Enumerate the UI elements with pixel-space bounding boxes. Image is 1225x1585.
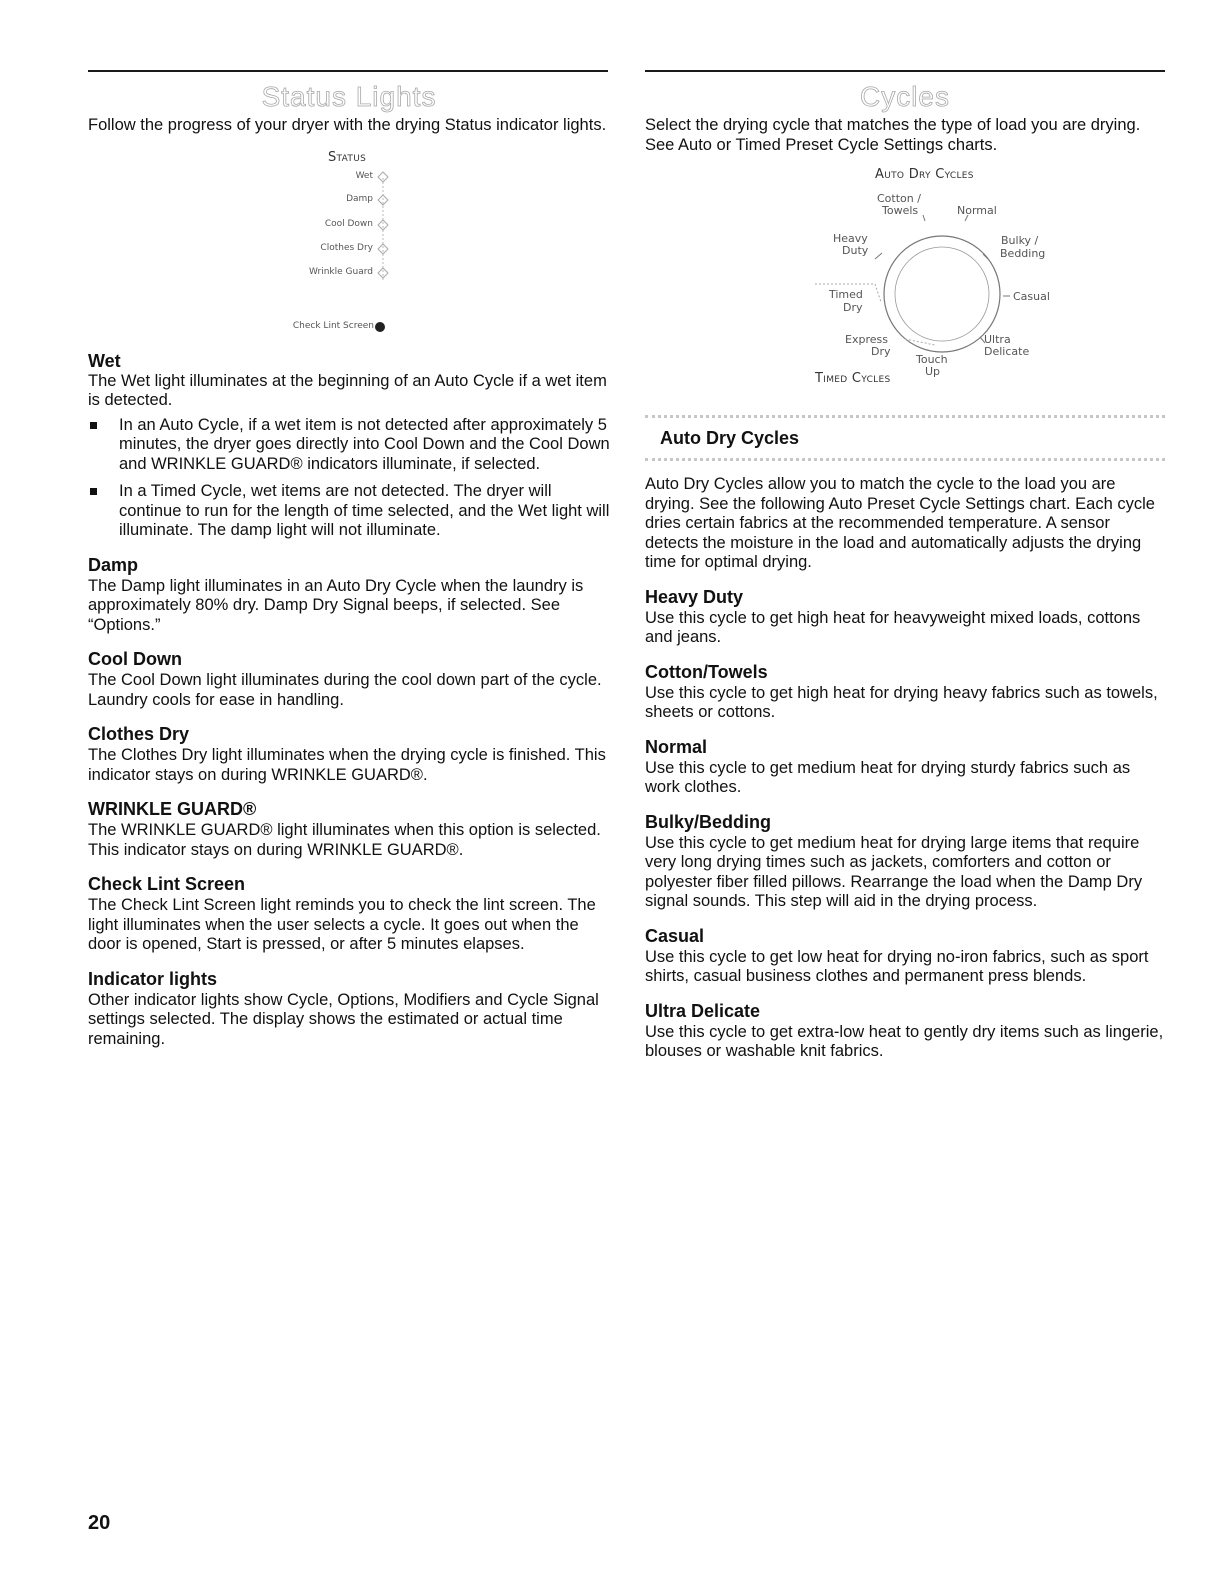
wrinkle-guard-section: [88, 798, 610, 860]
wrinkle-guard-light-icon: [378, 268, 388, 278]
clothes-dry-heading: Clothes Dry: [88, 724, 190, 744]
wrinkle-guard-heading: WRINKLE GUARD®: [88, 799, 257, 819]
wrinkle-guard-body: The WRINKLE GUARD® light illuminates when this option is selected. This indicator stays on during WRINKLE GUARD®.: [88, 821, 601, 859]
cotton-towels-heading: Cotton/Towels: [645, 661, 768, 682]
cool-down-section: [88, 648, 610, 710]
cycle-dial-diagram: [645, 167, 1165, 407]
normal-body: Use this cycle to get medium heat for drying sturdy fabrics such as work clothes.: [645, 758, 1131, 796]
normal-heading: Normal: [645, 736, 708, 757]
auto-dry-cycles-band: [645, 415, 1165, 461]
heavy-duty-section: [645, 586, 1165, 648]
status-light-damp: Damp: [346, 193, 373, 204]
dial-label-casual: Casual: [1013, 290, 1050, 303]
wet-heading: Wet: [88, 350, 121, 371]
wet-bullets: [88, 416, 610, 541]
casual-heading: Casual: [645, 925, 705, 946]
normal-section: [645, 736, 1165, 798]
status-intro: Follow the progress of your dryer with the drying Status indicator lights.: [88, 116, 607, 134]
dial-label-normal: Normal: [957, 204, 997, 217]
bulky-bedding-body: Use this cycle to get medium heat for drying large items that require very long drying times such as jackets, comforters and cotton or polyester fiber filled pillows. Rearrange the load when the Damp Dry signal sounds. This step will aid in the drying process.: [645, 833, 1143, 910]
check-lint-section: [88, 873, 610, 955]
damp-heading: Damp: [88, 554, 139, 575]
bulky-bedding-section: [645, 811, 1165, 912]
cotton-towels-section: [645, 661, 1165, 723]
cycles-column: [645, 80, 1165, 1062]
dial-label-timed-dry: Dry: [843, 301, 863, 314]
ultra-delicate-heading: Ultra Delicate: [645, 1000, 761, 1021]
section-title-status-lights: Status Lights: [261, 81, 437, 112]
section-title-cycles: Cycles: [859, 81, 950, 112]
dial-label-cotton: Cotton /: [877, 192, 921, 205]
casual-body: Use this cycle to get low heat for drying no-iron fabrics, such as sport shirts, casual business clothes and permanent press blends.: [645, 947, 1149, 985]
cotton-towels-body: Use this cycle to get high heat for drying heavy fabrics such as towels, sheets or cottons.: [645, 683, 1158, 721]
wet-section: [88, 350, 610, 541]
clothes-dry-body: The Clothes Dry light illuminates when the drying cycle is finished. This indicator stays on during WRINKLE GUARD®.: [88, 746, 606, 784]
dial-label-up: Up: [925, 365, 941, 378]
dial-label-bulky: Bulky /: [1001, 234, 1039, 247]
status-light-clothes-dry: Clothes Dry: [320, 242, 373, 253]
dial-label-express: Express: [845, 333, 888, 346]
auto-dry-cycles-body: Auto Dry Cycles allow you to match the cycle to the load you are drying. See the following Auto Preset Cycle Settings chart. Each cycle dries certain fabrics at the recommended temperature. A sensor detects the moisture in the load and automatically adjusts the drying time for optimal drying.: [645, 475, 1155, 571]
clothes-dry-section: [88, 723, 610, 785]
status-light-cool-down: Cool Down: [324, 218, 373, 229]
cycles-intro: Select the drying cycle that matches the type of load you are drying. See Auto or Timed Preset Cycle Settings charts.: [645, 116, 1141, 154]
casual-section: [645, 925, 1165, 987]
indicator-lights-section: [88, 968, 610, 1050]
heavy-duty-body: Use this cycle to get high heat for heavyweight mixed loads, cottons and jeans.: [645, 608, 1141, 646]
ultra-delicate-section: [645, 1000, 1165, 1062]
cool-down-light-icon: [378, 220, 388, 230]
list-item: In an Auto Cycle, if a wet item is not detected after approximately 5 minutes, the dryer goes directly into Cool Down and the Cool Down and WRINKLE GUARD® indicators illuminate, if selected.: [88, 416, 610, 475]
heavy-duty-heading: Heavy Duty: [645, 586, 744, 607]
dial-label-timed: Timed: [829, 288, 863, 301]
bullet-square-icon: [90, 422, 97, 429]
status-light-wet: Wet: [355, 170, 373, 181]
wet-light-icon: [378, 172, 388, 182]
dial-label-bedding: Bedding: [1000, 247, 1046, 260]
indicator-lights-heading: Indicator lights: [88, 968, 218, 989]
list-item: In a Timed Cycle, wet items are not detected. The dryer will continue to run for the length of time selected, and the Wet light will illuminate. The damp light will not illuminate.: [88, 482, 610, 541]
damp-body: The Damp light illuminates in an Auto Dry Cycle when the laundry is approximately 80% dry. Damp Dry Signal beeps, if selected. See “Options.”: [88, 576, 584, 634]
top-rule-left: [88, 70, 608, 72]
auto-dry-cycles-dial-heading: Auto Dry Cycles: [875, 167, 974, 182]
bulky-bedding-heading: Bulky/Bedding: [645, 811, 772, 832]
dial-label-ultra: Ultra: [984, 333, 1011, 346]
auto-dry-cycles-heading: Auto Dry Cycles: [660, 428, 800, 448]
cool-down-heading: Cool Down: [88, 649, 182, 669]
check-lint-body: The Check Lint Screen light reminds you to check the lint screen. The light illuminates when the user selects a cycle. It goes out when the door is opened, Start is pressed, or after 5 minutes elapses.: [88, 896, 596, 953]
status-light-wrinkle-guard: Wrinkle Guard: [309, 266, 373, 277]
dial-label-heavy: Heavy: [833, 232, 868, 245]
status-panel-heading: Status: [328, 149, 367, 165]
ultra-delicate-body: Use this cycle to get extra-low heat to gently dry items such as lingerie, blouses or washable knit fabrics.: [645, 1022, 1164, 1060]
check-lint-label: Check Lint Screen: [292, 320, 374, 331]
cool-down-body: The Cool Down light illuminates during the cool down part of the cycle. Laundry cools for ease in handling.: [88, 671, 602, 709]
dial-label-delicate: Delicate: [984, 345, 1030, 358]
bullet-square-icon: [90, 488, 97, 495]
clothes-dry-light-icon: [378, 244, 388, 254]
check-lint-icon: [375, 322, 385, 332]
indicator-lights-body: Other indicator lights show Cycle, Options, Modifiers and Cycle Signal settings selected. The display shows the estimated or actual time remaining.: [88, 990, 599, 1048]
dial-label-towels: Towels: [882, 204, 919, 217]
damp-section: [88, 554, 610, 636]
dial-label-touch: Touch: [916, 353, 948, 366]
top-rule-right: [645, 70, 1165, 72]
wet-body: The Wet light illuminates at the beginning of an Auto Cycle if a wet item is detected.: [88, 371, 607, 409]
dial-label-duty: Duty: [842, 244, 869, 257]
timed-cycles-dial-heading: Timed Cycles: [815, 371, 891, 386]
check-lint-heading: Check Lint Screen: [88, 874, 246, 894]
dial-label-express-dry: Dry: [871, 345, 891, 358]
page-number: 20: [88, 1512, 111, 1534]
status-panel-diagram: [88, 150, 610, 350]
status-lights-column: [88, 80, 610, 1049]
